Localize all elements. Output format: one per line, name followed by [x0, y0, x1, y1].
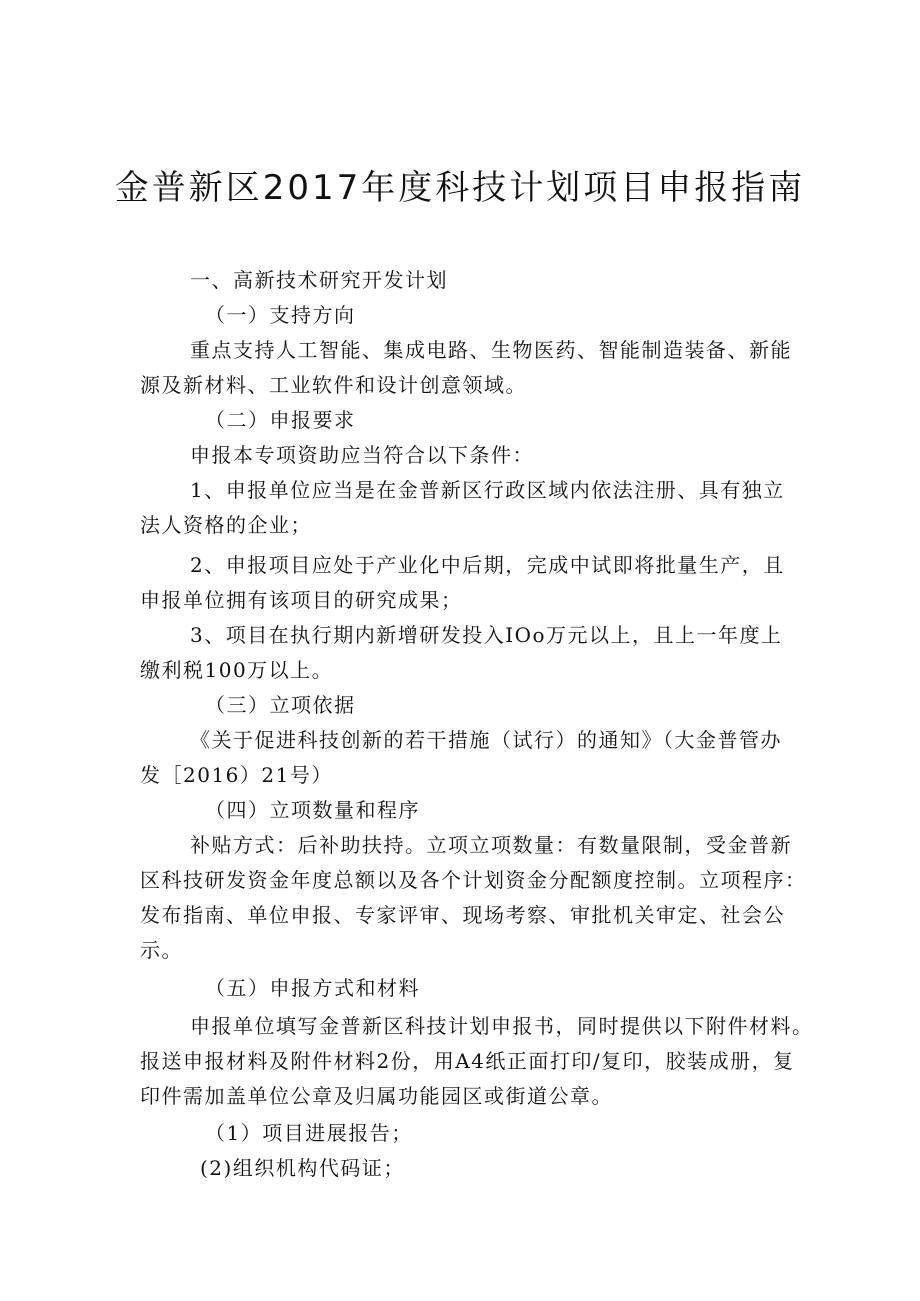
paragraph-line: 重点支持人工智能、集成电路、生物医药、智能制造装备、新能 — [190, 338, 792, 362]
paragraph-line: 报送申报材料及附件材料2份，用A4纸正面打印/复印，胶装成册，复 — [140, 1049, 795, 1073]
subsection-heading: （三）立项依据 — [205, 693, 356, 717]
paragraph-line: 印件需加盖单位公章及归属功能园区或街道公章。 — [140, 1084, 613, 1108]
list-item-line: 缴利税100万以上。 — [140, 658, 334, 682]
paragraph-line: 申报单位填写金普新区科技计划申报书，同时提供以下附件材料。 — [190, 1014, 814, 1038]
list-item-line: (2)组织机构代码证； — [200, 1156, 405, 1180]
paragraph-line: 发［2016）21号） — [140, 763, 333, 787]
list-item-line: 申报单位拥有该项目的研究成果； — [140, 588, 463, 612]
subsection-heading: （四）立项数量和程序 — [205, 798, 420, 822]
section-heading: 一、高新技术研究开发计划 — [190, 268, 448, 292]
paragraph-line: 补贴方式：后补助扶持。立项立项数量：有数量限制，受金普新 — [190, 833, 792, 857]
subsection-heading: （二）申报要求 — [205, 408, 356, 432]
paragraph-line: 《关于促进科技创新的若干措施（试行）的通知》（大金普管办 — [190, 728, 782, 752]
paragraph-line: 源及新材料、工业软件和设计创意领域。 — [140, 373, 527, 397]
paragraph-line: 示。 — [140, 938, 183, 962]
document-title: 金普新区2017年度科技计划项目申报指南 — [114, 168, 806, 208]
list-item-line: 1、申报单位应当是在金普新区行政区域内依法注册、具有独立 — [190, 478, 785, 502]
paragraph-line: 申报本专项资助应当符合以下条件： — [190, 443, 534, 467]
subsection-heading: （五）申报方式和材料 — [205, 976, 420, 1000]
list-item-line: 3、项目在执行期内新增研发投入IOo万元以上，且上一年度上 — [190, 623, 783, 647]
paragraph-line: 区科技研发资金年度总额以及各个计划资金分配额度控制。立项程序： — [140, 868, 807, 892]
subsection-heading: （一）支持方向 — [205, 303, 356, 327]
list-item-line: 法人资格的企业； — [140, 513, 312, 537]
paragraph-line: 发布指南、单位申报、专家评审、现场考察、审批机关审定、社会公 — [140, 903, 785, 927]
list-item-line: （1）项目进展报告； — [205, 1121, 413, 1145]
list-item-line: 2、申报项目应处于产业化中后期，完成中试即将批量生产，且 — [190, 553, 785, 577]
